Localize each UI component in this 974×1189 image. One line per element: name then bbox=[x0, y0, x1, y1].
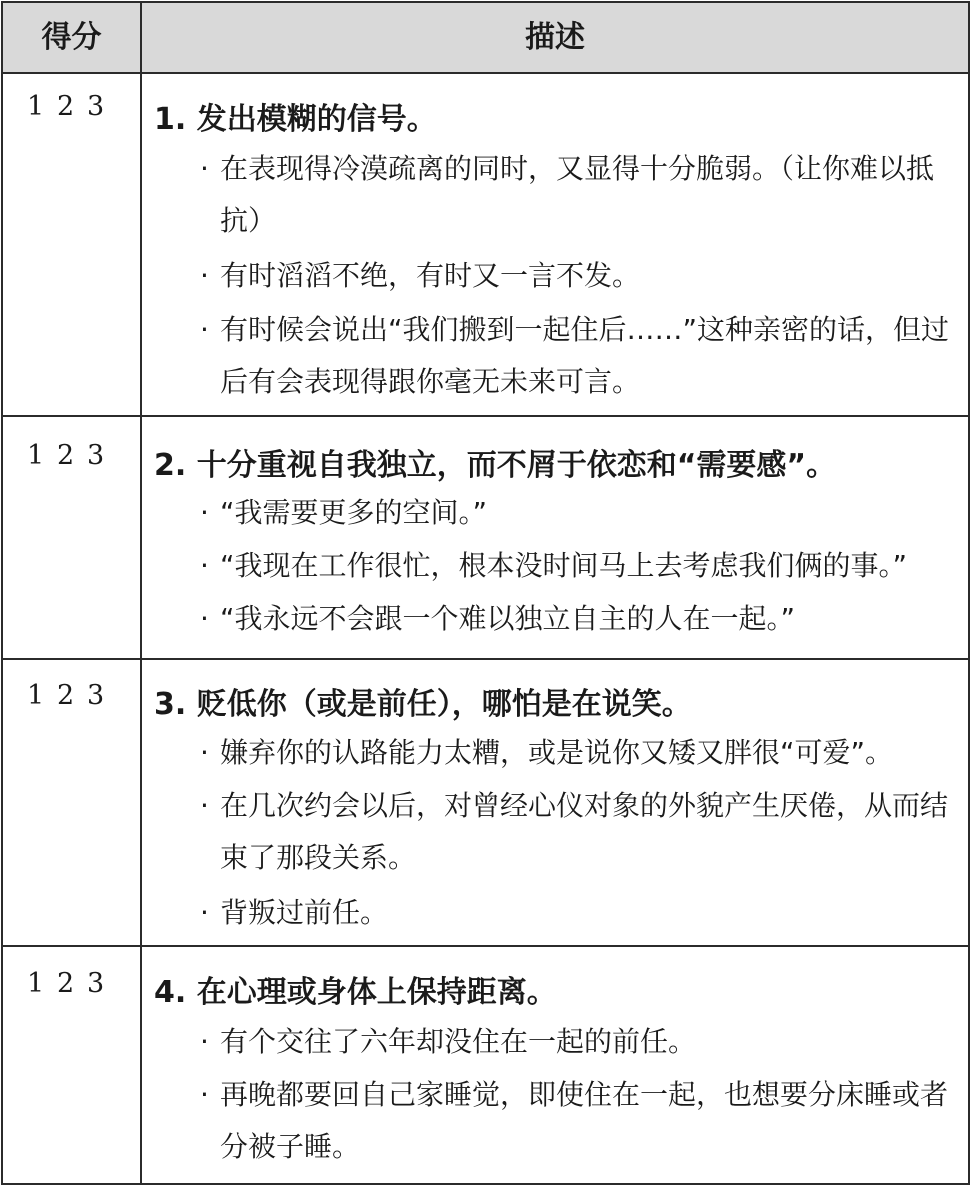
list-item bbox=[200, 887, 960, 939]
bullet-dot: · bbox=[200, 896, 209, 929]
list-item bbox=[200, 1069, 960, 1173]
row-divider bbox=[3, 658, 968, 660]
score-option[interactable]: 1 bbox=[27, 91, 45, 122]
score-options bbox=[27, 91, 117, 122]
score-option[interactable]: 3 bbox=[87, 440, 105, 471]
bullet-text: “我现在工作很忙，根本没时间马上去考虑我们俩的事。” bbox=[220, 549, 908, 582]
bullet-dot: · bbox=[200, 789, 209, 822]
bullet-dot: · bbox=[200, 496, 209, 529]
item-title: 4. 在心理或身体上保持距离。 bbox=[154, 975, 557, 1010]
header-score: 得分 bbox=[41, 20, 102, 55]
bullet-dot: · bbox=[200, 602, 209, 635]
list-item bbox=[200, 727, 960, 779]
score-table bbox=[1, 1, 970, 1185]
bullet-dot: · bbox=[200, 259, 209, 292]
score-option[interactable]: 2 bbox=[57, 680, 75, 711]
bullet-text: “我需要更多的空间。” bbox=[220, 496, 488, 529]
score-option[interactable]: 2 bbox=[57, 91, 75, 122]
score-option[interactable]: 3 bbox=[87, 680, 105, 711]
bullet-text: “我永远不会跟一个难以独立自主的人在一起。” bbox=[220, 602, 796, 635]
bullet-text: 有时候会说出“我们搬到一起住后……”这种亲密的话，但过后有会表现得跟你毫无未来可言。 bbox=[220, 313, 950, 398]
list-item bbox=[200, 593, 960, 645]
score-option[interactable]: 2 bbox=[57, 440, 75, 471]
bullet-text: 有时滔滔不绝，有时又一言不发。 bbox=[220, 259, 641, 292]
header-description: 描述 bbox=[525, 20, 585, 55]
score-option[interactable]: 3 bbox=[87, 91, 105, 122]
list-item bbox=[200, 1016, 960, 1068]
score-option[interactable]: 3 bbox=[87, 968, 105, 999]
item-title: 1. 发出模糊的信号。 bbox=[154, 102, 437, 137]
list-item bbox=[200, 540, 960, 592]
list-item bbox=[200, 487, 960, 539]
bullet-text: 在几次约会以后，对曾经心仪对象的外貌产生厌倦，从而结束了那段关系。 bbox=[220, 789, 949, 874]
score-options bbox=[27, 440, 117, 471]
bullet-dot: · bbox=[200, 549, 209, 582]
bullet-text: 再晚都要回自己家睡觉，即使住在一起，也想要分床睡或者分被子睡。 bbox=[220, 1078, 949, 1163]
list-item bbox=[200, 250, 960, 302]
list-item bbox=[200, 143, 960, 247]
bullet-text: 在表现得冷漠疏离的同时，又显得十分脆弱。（让你难以抵抗） bbox=[220, 152, 935, 237]
score-option[interactable]: 1 bbox=[27, 680, 45, 711]
score-option[interactable]: 2 bbox=[57, 968, 75, 999]
score-option[interactable]: 1 bbox=[27, 968, 45, 999]
score-options bbox=[27, 680, 117, 711]
bullet-text: 嫌弃你的认路能力太糟，或是说你又矮又胖很“可爱”。 bbox=[220, 736, 894, 769]
bullet-dot: · bbox=[200, 152, 209, 185]
list-item bbox=[200, 304, 960, 408]
bullet-dot: · bbox=[200, 1078, 209, 1111]
bullet-dot: · bbox=[200, 313, 209, 346]
column-divider bbox=[140, 3, 142, 1183]
row-divider bbox=[3, 945, 968, 947]
score-options bbox=[27, 968, 117, 999]
item-title: 3. 贬低你（或是前任），哪怕是在说笑。 bbox=[154, 687, 692, 722]
item-title: 2. 十分重视自我独立，而不屑于依恋和“需要感”。 bbox=[154, 448, 837, 483]
bullet-text: 有个交往了六年却没住在一起的前任。 bbox=[220, 1025, 697, 1058]
table-header bbox=[3, 3, 968, 74]
bullet-dot: · bbox=[200, 1025, 209, 1058]
list-item bbox=[200, 780, 960, 884]
bullet-dot: · bbox=[200, 736, 209, 769]
bullet-text: 背叛过前任。 bbox=[220, 896, 389, 929]
row-divider bbox=[3, 415, 968, 417]
score-option[interactable]: 1 bbox=[27, 440, 45, 471]
